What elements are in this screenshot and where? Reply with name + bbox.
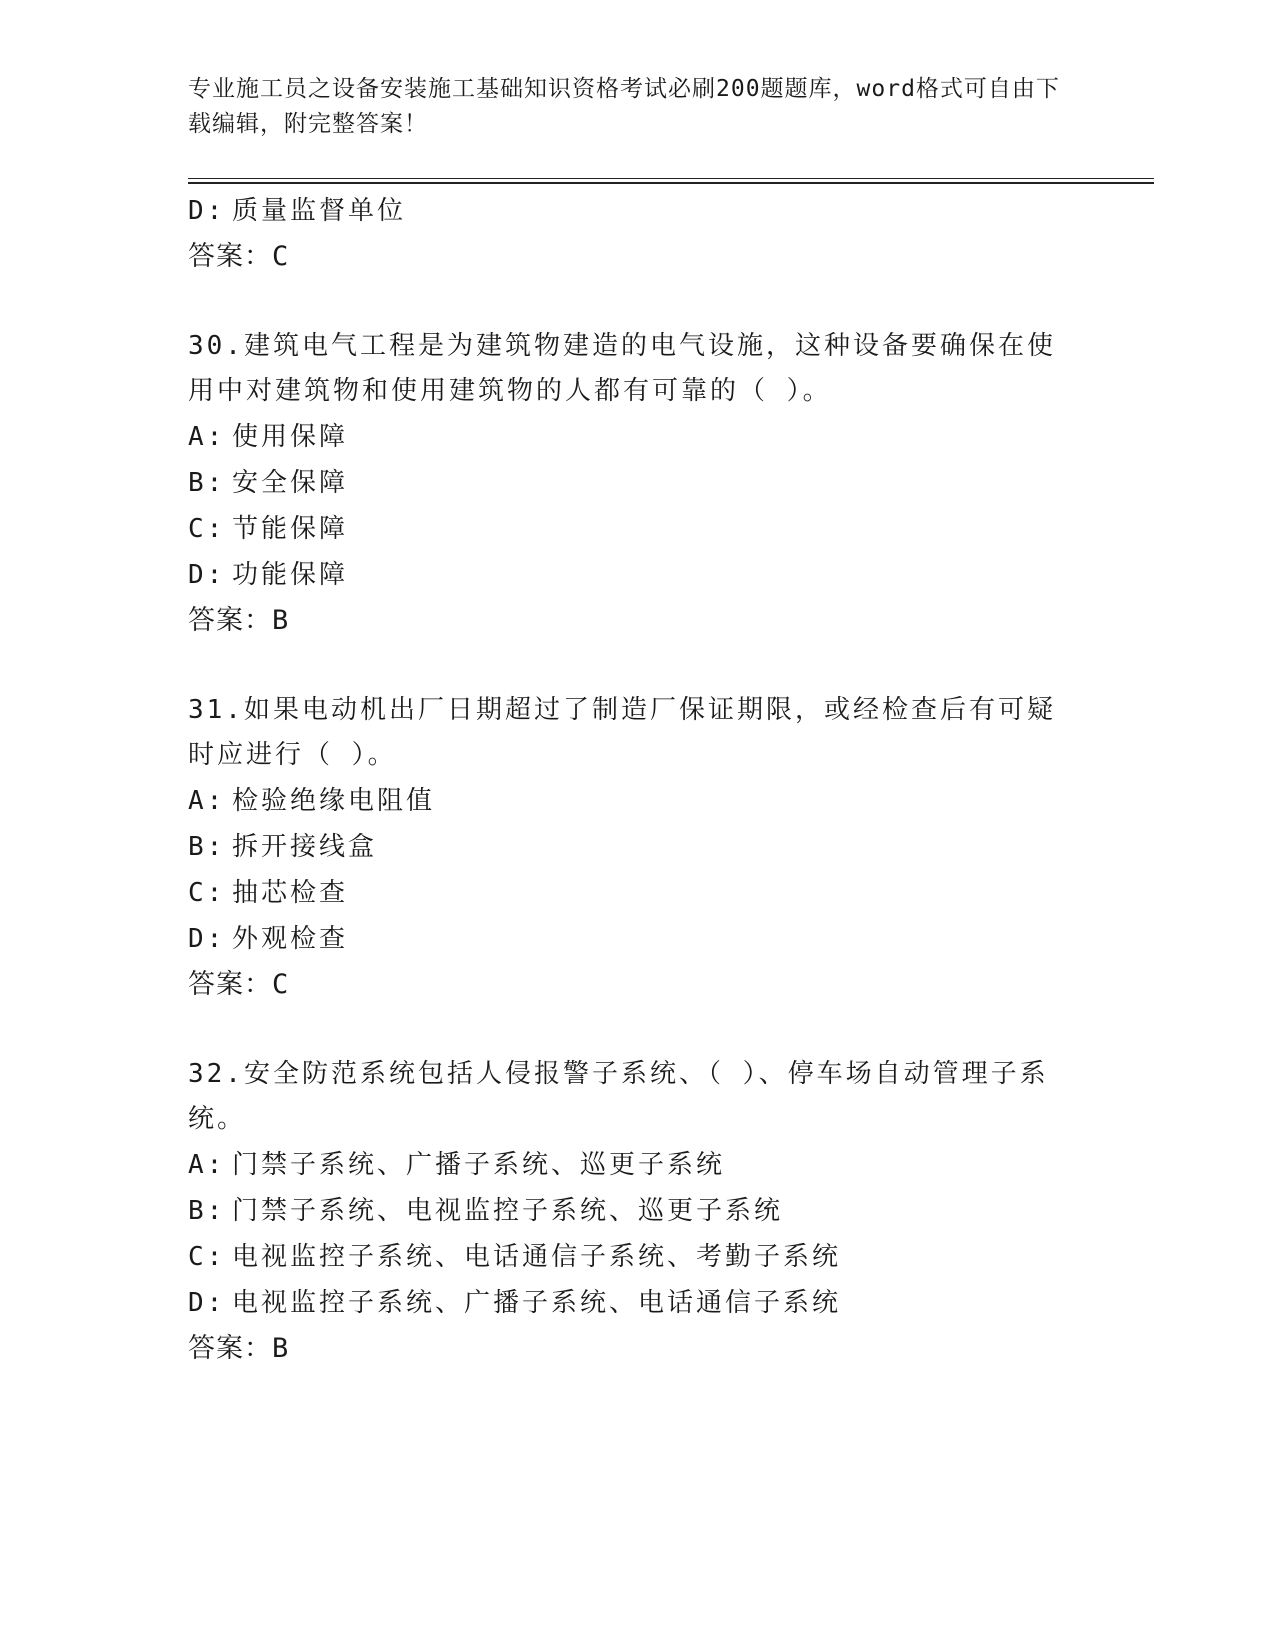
question-31	[188, 688, 1088, 1008]
option-b	[188, 460, 1088, 506]
answer-line: 答案：B	[188, 605, 290, 636]
option-text: 外观检查	[232, 924, 349, 954]
option-text: 电视监控子系统、广播子系统、电话通信子系统	[232, 1288, 842, 1318]
option-text: 功能保障	[232, 560, 349, 590]
question-content	[188, 188, 1088, 1372]
option-text: 检验绝缘电阻值	[232, 786, 436, 816]
question-30	[188, 324, 1088, 644]
answer-line: 答案：C	[188, 241, 290, 272]
option-label: D:	[188, 560, 226, 590]
option-a	[188, 414, 1088, 460]
option-a	[188, 778, 1088, 824]
option-label: C:	[188, 878, 226, 908]
option-text: 拆开接线盒	[232, 832, 378, 862]
option-label: D:	[188, 924, 226, 954]
option-d	[188, 916, 1088, 962]
document-header: 专业施工员之设备安装施工基础知识资格考试必刷200题题库，word格式可自由下载编辑，附完整答案！	[188, 76, 1060, 137]
option-c	[188, 1234, 1088, 1280]
option-label: D:	[188, 196, 226, 226]
option-text: 门禁子系统、广播子系统、巡更子系统	[232, 1150, 726, 1180]
option-text: 门禁子系统、电视监控子系统、巡更子系统	[232, 1196, 784, 1226]
option-label: D:	[188, 1288, 226, 1318]
option-label: B:	[188, 468, 226, 498]
option-d	[188, 188, 1088, 234]
option-text: 质量监督单位	[232, 196, 407, 226]
option-d	[188, 552, 1088, 598]
previous-question-tail	[188, 188, 1088, 280]
option-d	[188, 1280, 1088, 1326]
option-text: 抽芯检查	[232, 878, 349, 908]
option-a	[188, 1142, 1088, 1188]
option-label: B:	[188, 1196, 226, 1226]
option-label: C:	[188, 514, 226, 544]
question-stem: 31.如果电动机出厂日期超过了制造厂保证期限，或经检查后有可疑时应进行（ ）。	[188, 695, 1056, 770]
option-c	[188, 506, 1088, 552]
option-label: A:	[188, 1150, 226, 1180]
option-text: 使用保障	[232, 422, 349, 452]
option-text: 节能保障	[232, 514, 349, 544]
header-rule-thick	[188, 182, 1154, 184]
question-stem: 32.安全防范系统包括人侵报警子系统、（ ）、停车场自动管理子系统。	[188, 1059, 1049, 1134]
option-label: C:	[188, 1242, 226, 1272]
option-c	[188, 870, 1088, 916]
question-stem: 30.建筑电气工程是为建筑物建造的电气设施，这种设备要确保在使用中对建筑物和使用建筑物的人都有可靠的（ ）。	[188, 331, 1056, 406]
option-label: A:	[188, 786, 226, 816]
header-rule-thin	[188, 178, 1154, 179]
option-text: 安全保障	[232, 468, 349, 498]
question-32	[188, 1052, 1088, 1372]
option-b	[188, 1188, 1088, 1234]
answer-line: 答案：C	[188, 969, 290, 1000]
option-text: 电视监控子系统、电话通信子系统、考勤子系统	[232, 1242, 842, 1272]
option-label: B:	[188, 832, 226, 862]
option-b	[188, 824, 1088, 870]
answer-line: 答案：B	[188, 1333, 290, 1364]
option-label: A:	[188, 422, 226, 452]
